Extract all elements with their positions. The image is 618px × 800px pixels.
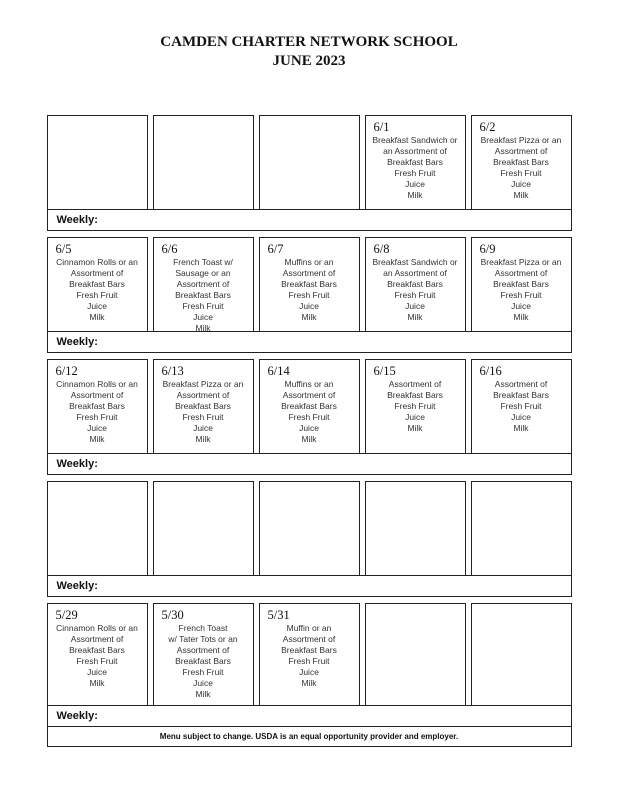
menu-line: Assortment of bbox=[494, 146, 548, 156]
day-date: 6/5 bbox=[55, 242, 72, 256]
menu-line: Sausage or an bbox=[175, 268, 231, 278]
menu-line: Juice bbox=[193, 423, 213, 433]
menu-line: Juice bbox=[299, 667, 319, 677]
day-cell bbox=[47, 481, 148, 576]
menu-line: Milk bbox=[89, 678, 105, 688]
menu-line: Milk bbox=[301, 312, 317, 322]
day-cell bbox=[259, 603, 360, 706]
day-cell bbox=[471, 603, 572, 706]
menu-line: Breakfast Pizza or an bbox=[480, 135, 562, 145]
day-menu-list bbox=[472, 379, 571, 434]
week-row-5 bbox=[47, 603, 572, 727]
week-row-4 bbox=[47, 481, 572, 597]
menu-line: Milk bbox=[301, 434, 317, 444]
menu-line: Fresh Fruit bbox=[500, 168, 542, 178]
menu-line: Assortment of bbox=[282, 390, 336, 400]
day-date: 6/1 bbox=[373, 120, 390, 134]
day-date: 5/29 bbox=[55, 608, 78, 622]
week-5-cells bbox=[47, 603, 572, 706]
menu-line: Fresh Fruit bbox=[76, 412, 118, 422]
week-1-cells bbox=[47, 115, 572, 210]
day-cell bbox=[153, 603, 254, 706]
menu-line: Fresh Fruit bbox=[288, 290, 330, 300]
menu-line: Muffins or an bbox=[284, 379, 334, 389]
menu-line: Milk bbox=[195, 689, 211, 699]
day-date: 6/2 bbox=[479, 120, 496, 134]
day-date: 6/9 bbox=[479, 242, 496, 256]
menu-line: Milk bbox=[407, 190, 423, 200]
menu-line: Breakfast Sandwich or bbox=[372, 257, 458, 267]
menu-line: Breakfast Pizza or an bbox=[480, 257, 562, 267]
page-title bbox=[0, 0, 618, 71]
menu-line: Milk bbox=[513, 312, 529, 322]
week-4-cells bbox=[47, 481, 572, 576]
menu-line: Fresh Fruit bbox=[500, 290, 542, 300]
weekly-bar bbox=[47, 575, 572, 597]
menu-line: Juice bbox=[87, 667, 107, 677]
weekly-label: Weekly: bbox=[56, 580, 98, 592]
day-menu-list bbox=[154, 379, 253, 445]
menu-line: French Toast bbox=[178, 623, 228, 633]
menu-line: Fresh Fruit bbox=[288, 656, 330, 666]
menu-line: Breakfast Bars bbox=[69, 645, 125, 655]
menu-line: Breakfast Bars bbox=[175, 290, 231, 300]
menu-line: Milk bbox=[89, 434, 105, 444]
day-cell bbox=[365, 115, 466, 210]
menu-line: Fresh Fruit bbox=[394, 290, 436, 300]
day-cell bbox=[365, 237, 466, 332]
day-cell bbox=[365, 481, 466, 576]
menu-line: Cinnamon Rolls or an bbox=[56, 379, 138, 389]
day-cell bbox=[153, 359, 254, 454]
day-date bbox=[48, 116, 147, 135]
day-date: 6/6 bbox=[161, 242, 178, 256]
menu-line: Muffins or an bbox=[284, 257, 334, 267]
menu-line: Milk bbox=[195, 323, 211, 332]
weekly-bar bbox=[47, 209, 572, 231]
menu-line: Cinnamon Rolls or an bbox=[56, 257, 138, 267]
day-date bbox=[48, 482, 147, 501]
day-cell bbox=[471, 481, 572, 576]
menu-grid bbox=[47, 115, 572, 747]
day-menu-list bbox=[48, 623, 147, 689]
day-menu-list bbox=[260, 623, 359, 689]
day-menu-list bbox=[366, 379, 465, 434]
weekly-label: Weekly: bbox=[56, 458, 98, 470]
menu-line: Fresh Fruit bbox=[76, 290, 118, 300]
day-date: 6/15 bbox=[373, 364, 396, 378]
day-menu-list bbox=[472, 135, 571, 201]
day-cell bbox=[259, 237, 360, 332]
day-date bbox=[366, 482, 465, 501]
menu-line: Fresh Fruit bbox=[500, 401, 542, 411]
day-cell bbox=[365, 359, 466, 454]
weekly-bar bbox=[47, 331, 572, 353]
menu-line: Fresh Fruit bbox=[394, 168, 436, 178]
menu-line: Juice bbox=[511, 412, 531, 422]
menu-line: Assortment of bbox=[70, 390, 124, 400]
day-date bbox=[260, 116, 359, 135]
day-date: 6/8 bbox=[373, 242, 390, 256]
menu-line: Muffin or an bbox=[286, 623, 332, 633]
menu-line: Fresh Fruit bbox=[182, 301, 224, 311]
school-name: CAMDEN CHARTER NETWORK SCHOOL bbox=[160, 34, 458, 50]
menu-line: an Assortment of bbox=[383, 268, 447, 278]
menu-line: Milk bbox=[513, 423, 529, 433]
footer-text: Menu subject to change. USDA is an equal opportunity provider and employer. bbox=[159, 732, 459, 741]
day-menu-list bbox=[260, 379, 359, 445]
day-date: 6/7 bbox=[267, 242, 284, 256]
menu-line: Breakfast Bars bbox=[69, 279, 125, 289]
menu-line: Assortment of bbox=[494, 268, 548, 278]
weekly-bar bbox=[47, 453, 572, 475]
day-cell bbox=[47, 359, 148, 454]
day-date bbox=[472, 482, 571, 501]
menu-line: Milk bbox=[301, 678, 317, 688]
footer-note bbox=[47, 726, 572, 747]
day-cell bbox=[47, 237, 148, 332]
menu-line: Breakfast Bars bbox=[281, 279, 337, 289]
weekly-label: Weekly: bbox=[56, 336, 98, 348]
menu-line: Juice bbox=[87, 301, 107, 311]
day-menu-list bbox=[48, 379, 147, 445]
menu-line: Assortment of bbox=[176, 390, 230, 400]
menu-line: Assortment of bbox=[388, 379, 442, 389]
week-3-cells bbox=[47, 359, 572, 454]
menu-line: Juice bbox=[299, 301, 319, 311]
day-menu-list bbox=[48, 257, 147, 323]
day-date: 6/16 bbox=[479, 364, 502, 378]
menu-line: Juice bbox=[405, 301, 425, 311]
menu-line: Juice bbox=[405, 179, 425, 189]
menu-line: Breakfast Bars bbox=[387, 279, 443, 289]
menu-line: Breakfast Bars bbox=[493, 157, 549, 167]
menu-line: Breakfast Sandwich or bbox=[372, 135, 458, 145]
day-cell bbox=[259, 481, 360, 576]
menu-line: Fresh Fruit bbox=[182, 667, 224, 677]
menu-line: Breakfast Bars bbox=[493, 279, 549, 289]
menu-line: Breakfast Pizza or an bbox=[162, 379, 244, 389]
day-cell bbox=[259, 115, 360, 210]
menu-line: Fresh Fruit bbox=[182, 412, 224, 422]
menu-month: JUNE 2023 bbox=[272, 53, 346, 69]
menu-line: Breakfast Bars bbox=[281, 645, 337, 655]
day-date: 6/14 bbox=[267, 364, 290, 378]
week-row-3 bbox=[47, 359, 572, 475]
day-cell bbox=[153, 237, 254, 332]
menu-line: Juice bbox=[193, 678, 213, 688]
day-menu-list bbox=[154, 623, 253, 700]
week-row-1 bbox=[47, 115, 572, 231]
menu-line: Juice bbox=[511, 179, 531, 189]
menu-line: Assortment of bbox=[282, 268, 336, 278]
menu-line: Fresh Fruit bbox=[394, 401, 436, 411]
weekly-label: Weekly: bbox=[56, 214, 98, 226]
day-menu-list bbox=[472, 257, 571, 323]
menu-line: Juice bbox=[405, 412, 425, 422]
menu-line: Assortment of bbox=[70, 268, 124, 278]
weekly-bar bbox=[47, 705, 572, 727]
day-date: 6/13 bbox=[161, 364, 184, 378]
day-menu-list bbox=[154, 257, 253, 332]
day-date bbox=[472, 604, 571, 623]
menu-line: Milk bbox=[407, 423, 423, 433]
menu-line: Breakfast Bars bbox=[175, 401, 231, 411]
weekly-label: Weekly: bbox=[56, 710, 98, 722]
day-date bbox=[260, 482, 359, 501]
day-cell bbox=[471, 359, 572, 454]
menu-line: Breakfast Bars bbox=[493, 390, 549, 400]
day-date bbox=[154, 482, 253, 501]
menu-line: Breakfast Bars bbox=[387, 390, 443, 400]
menu-line: Juice bbox=[299, 423, 319, 433]
day-cell bbox=[259, 359, 360, 454]
day-menu-list bbox=[366, 257, 465, 323]
menu-line: Juice bbox=[511, 301, 531, 311]
day-cell bbox=[153, 115, 254, 210]
day-date bbox=[366, 604, 465, 623]
menu-line: French Toast w/ bbox=[173, 257, 233, 267]
menu-line: Breakfast Bars bbox=[69, 401, 125, 411]
menu-line: Milk bbox=[89, 312, 105, 322]
menu-line: Juice bbox=[193, 312, 213, 322]
menu-line: Assortment of bbox=[282, 634, 336, 644]
menu-line: Milk bbox=[513, 190, 529, 200]
day-date: 6/12 bbox=[55, 364, 78, 378]
menu-line: Breakfast Bars bbox=[387, 157, 443, 167]
week-row-2 bbox=[47, 237, 572, 353]
day-menu-list bbox=[366, 135, 465, 201]
menu-line: Juice bbox=[87, 423, 107, 433]
day-cell bbox=[47, 603, 148, 706]
day-cell bbox=[471, 237, 572, 332]
menu-line: Cinnamon Rolls or an bbox=[56, 623, 138, 633]
menu-line: Breakfast Bars bbox=[175, 656, 231, 666]
menu-line: Assortment of bbox=[70, 634, 124, 644]
day-cell bbox=[153, 481, 254, 576]
menu-line: Fresh Fruit bbox=[288, 412, 330, 422]
day-date bbox=[154, 116, 253, 135]
menu-line: Fresh Fruit bbox=[76, 656, 118, 666]
day-date: 5/31 bbox=[267, 608, 290, 622]
menu-line: Assortment of bbox=[176, 645, 230, 655]
day-cell bbox=[471, 115, 572, 210]
menu-line: Assortment of bbox=[176, 279, 230, 289]
menu-line: Breakfast Bars bbox=[281, 401, 337, 411]
day-date: 5/30 bbox=[161, 608, 184, 622]
week-2-cells bbox=[47, 237, 572, 332]
menu-line: Assortment of bbox=[494, 379, 548, 389]
menu-line: Milk bbox=[407, 312, 423, 322]
day-cell bbox=[47, 115, 148, 210]
menu-line: Milk bbox=[195, 434, 211, 444]
day-menu-list bbox=[260, 257, 359, 323]
day-cell bbox=[365, 603, 466, 706]
menu-line: an Assortment of bbox=[383, 146, 447, 156]
menu-line: w/ Tater Tots or an bbox=[168, 634, 238, 644]
